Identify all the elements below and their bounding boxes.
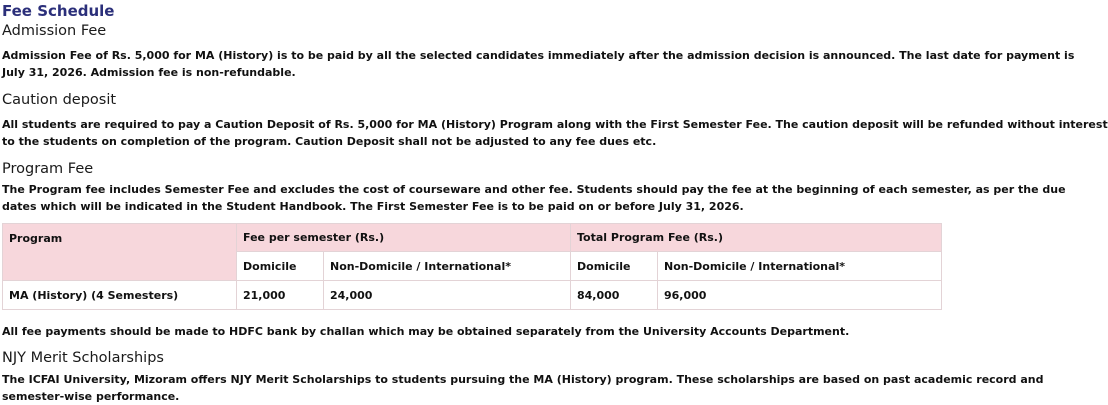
fee-schedule-page bbox=[2, 0, 1108, 405]
admission-fee-text-line-2: July 31, 2026. Admission fee is non-refundable. bbox=[2, 66, 296, 79]
scholarships-text-line-1: The ICFAI University, Mizoram offers NJY Merit Scholarships to students pursuing the MA (History) program. These scholarships are based on past academic record and bbox=[2, 373, 1044, 386]
total-non-domicile-cell: 96,000 bbox=[658, 281, 942, 310]
program-fee-heading: Program Fee bbox=[2, 161, 94, 177]
table-row bbox=[3, 281, 942, 310]
total-domicile-cell: 84,000 bbox=[571, 281, 658, 310]
scholarships-text-line-2: semester-wise performance. bbox=[2, 390, 180, 403]
caution-deposit-heading: Caution deposit bbox=[2, 92, 117, 108]
program-fee-text-line-1: The Program fee includes Semester Fee and excludes the cost of courseware and other fee. Students should pay the fee at the beginning of each semester, as per the due bbox=[2, 183, 1066, 196]
semester-domicile-header: Domicile bbox=[237, 252, 324, 281]
semester-domicile-cell: 21,000 bbox=[237, 281, 324, 310]
fee-table bbox=[2, 223, 942, 310]
total-domicile-header: Domicile bbox=[571, 252, 658, 281]
fee-per-semester-header: Fee per semester (Rs.) bbox=[237, 224, 571, 252]
program-name-cell: MA (History) (4 Semesters) bbox=[3, 281, 237, 310]
page-title: Fee Schedule bbox=[2, 2, 115, 20]
admission-fee-text-line-1: Admission Fee of Rs. 5,000 for MA (History) is to be paid by all the selected candidates immediately after the admission decision is announced. The last date for payment is bbox=[2, 49, 1075, 62]
total-program-fee-header: Total Program Fee (Rs.) bbox=[571, 224, 942, 252]
program-fee-text-line-2: dates which will be indicated in the Student Handbook. The First Semester Fee is to be paid on or before July 31, 2026. bbox=[2, 200, 744, 213]
total-non-domicile-header: Non-Domicile / International* bbox=[658, 252, 942, 281]
program-column-header: Program bbox=[3, 224, 237, 281]
admission-fee-heading: Admission Fee bbox=[2, 23, 107, 39]
fee-table-header-row bbox=[3, 224, 942, 252]
scholarships-heading: NJY Merit Scholarships bbox=[2, 350, 164, 366]
semester-non-domicile-cell: 24,000 bbox=[324, 281, 571, 310]
semester-non-domicile-header: Non-Domicile / International* bbox=[324, 252, 571, 281]
caution-deposit-text-line-2: to the students on completion of the program. Caution Deposit shall not be adjusted to any fee dues etc. bbox=[2, 135, 657, 148]
payment-note: All fee payments should be made to HDFC bank by challan which may be obtained separately from the University Accounts Department. bbox=[2, 325, 850, 338]
caution-deposit-text-line-1: All students are required to pay a Caution Deposit of Rs. 5,000 for MA (History) Program along with the First Semester Fee. The caution deposit will be refunded without interest bbox=[2, 118, 1108, 131]
